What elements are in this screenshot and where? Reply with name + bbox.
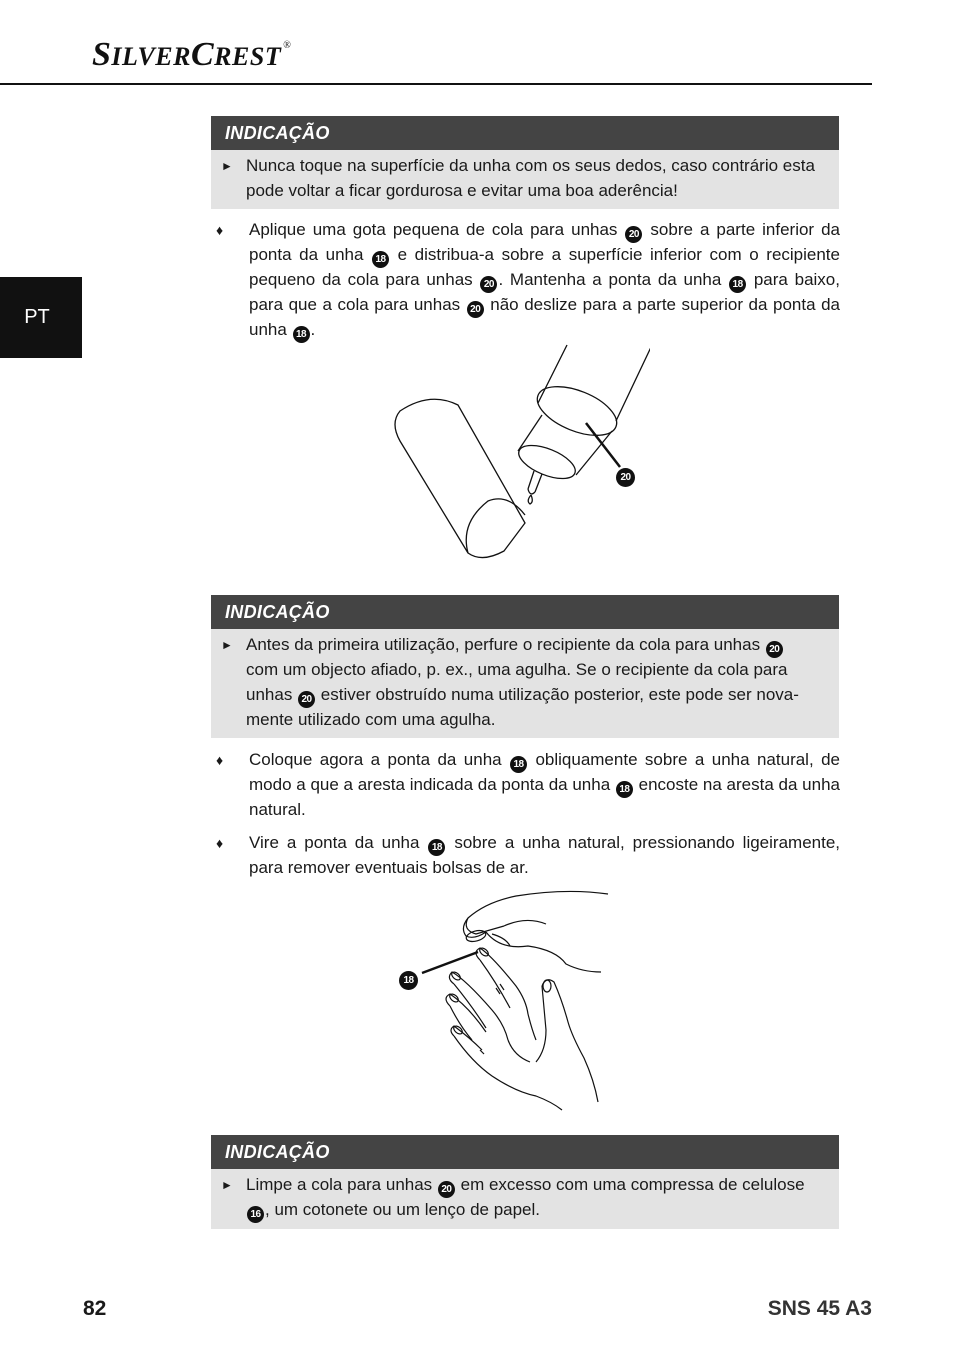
ref-number: 20 [438, 1181, 455, 1198]
note-box [211, 116, 839, 209]
brand-logo: SILVERCREST ® [92, 36, 292, 73]
hand-drawing [396, 890, 611, 1112]
ref-number: 18 [510, 756, 527, 773]
arrow-icon: ► [221, 638, 233, 652]
arrow-icon: ► [221, 159, 233, 173]
step-text: Aplique uma gota pequena de cola para unhas 20 sobre a parte inferior da ponta da unha 18 e distribua-a sobre a superfície inferior com o recipiente pequeno da cola para unhas 20 . Mantenha a ponta da unha 18 para baixo, para que a cola para unhas 20 não deslize para a parte superior da ponta da unha 18 . [249, 218, 840, 343]
note-heading: INDICAÇÃO [211, 116, 839, 150]
note-box [211, 595, 839, 738]
note-body: ► Limpe a cola para unhas 20 em excesso com uma compressa de celulose 16 , um cotonete ou um lenço de papel. [211, 1169, 839, 1229]
page-number: 82 [83, 1297, 107, 1320]
ref-number: 18 [428, 839, 445, 856]
figure-ref-label: 18 [399, 971, 418, 990]
note-body: ► Nunca toque na superfície da unha com os seus dedos, caso contrário esta pode voltar a ficar gordurosa e evitar uma boa aderência! [221, 156, 815, 200]
ref-number: 20 [298, 691, 315, 708]
note-heading: INDICAÇÃO [211, 595, 839, 629]
model-number: SNS 45 A3 [767, 1297, 872, 1320]
step-text: Vire a ponta da unha 18 sobre a unha natural, pressionando ligeiramente, para remover eventuais bolsas de ar. [249, 833, 841, 877]
ref-number: 20 [766, 641, 783, 658]
instruction-step [216, 831, 840, 881]
ref-number: 18 [729, 276, 746, 293]
bullet-icon: ♦ [216, 222, 224, 238]
ref-number: 18 [293, 326, 310, 343]
note-heading: INDICAÇÃO [211, 1135, 839, 1169]
bullet-icon: ♦ [216, 752, 224, 768]
instruction-step [216, 748, 840, 823]
ref-number: 16 [247, 1206, 264, 1223]
hand-illustration [396, 890, 611, 1112]
figure-ref-label: 20 [616, 468, 635, 487]
ref-number: 20 [467, 301, 484, 318]
ref-number: 18 [616, 781, 633, 798]
ref-number: 20 [480, 276, 497, 293]
ref-number: 18 [372, 251, 389, 268]
arrow-icon: ► [221, 1178, 233, 1192]
glue-drawing [390, 343, 650, 563]
step-text: Coloque agora a ponta da unha 18 obliquamente sobre a unha natural, de modo a que a aresta indicada da ponta da unha 18 encoste na aresta da unha natural. [249, 750, 841, 819]
glue-illustration [390, 343, 650, 563]
bullet-icon: ♦ [216, 835, 224, 851]
note-body: ► Antes da primeira utilização, perfure o recipiente da cola para unhas 20 com um objecto afiado, p. ex., uma agulha. Se o recipiente da cola para unhas 20 estiver obstruído numa utilização posterior, este pode ser nova-mente utilizado com uma agulha. [221, 635, 799, 729]
header-rule [0, 83, 872, 85]
note-box [211, 1135, 839, 1229]
instruction-step [216, 218, 840, 343]
language-tab: PT [0, 277, 82, 358]
ref-number: 20 [625, 226, 642, 243]
